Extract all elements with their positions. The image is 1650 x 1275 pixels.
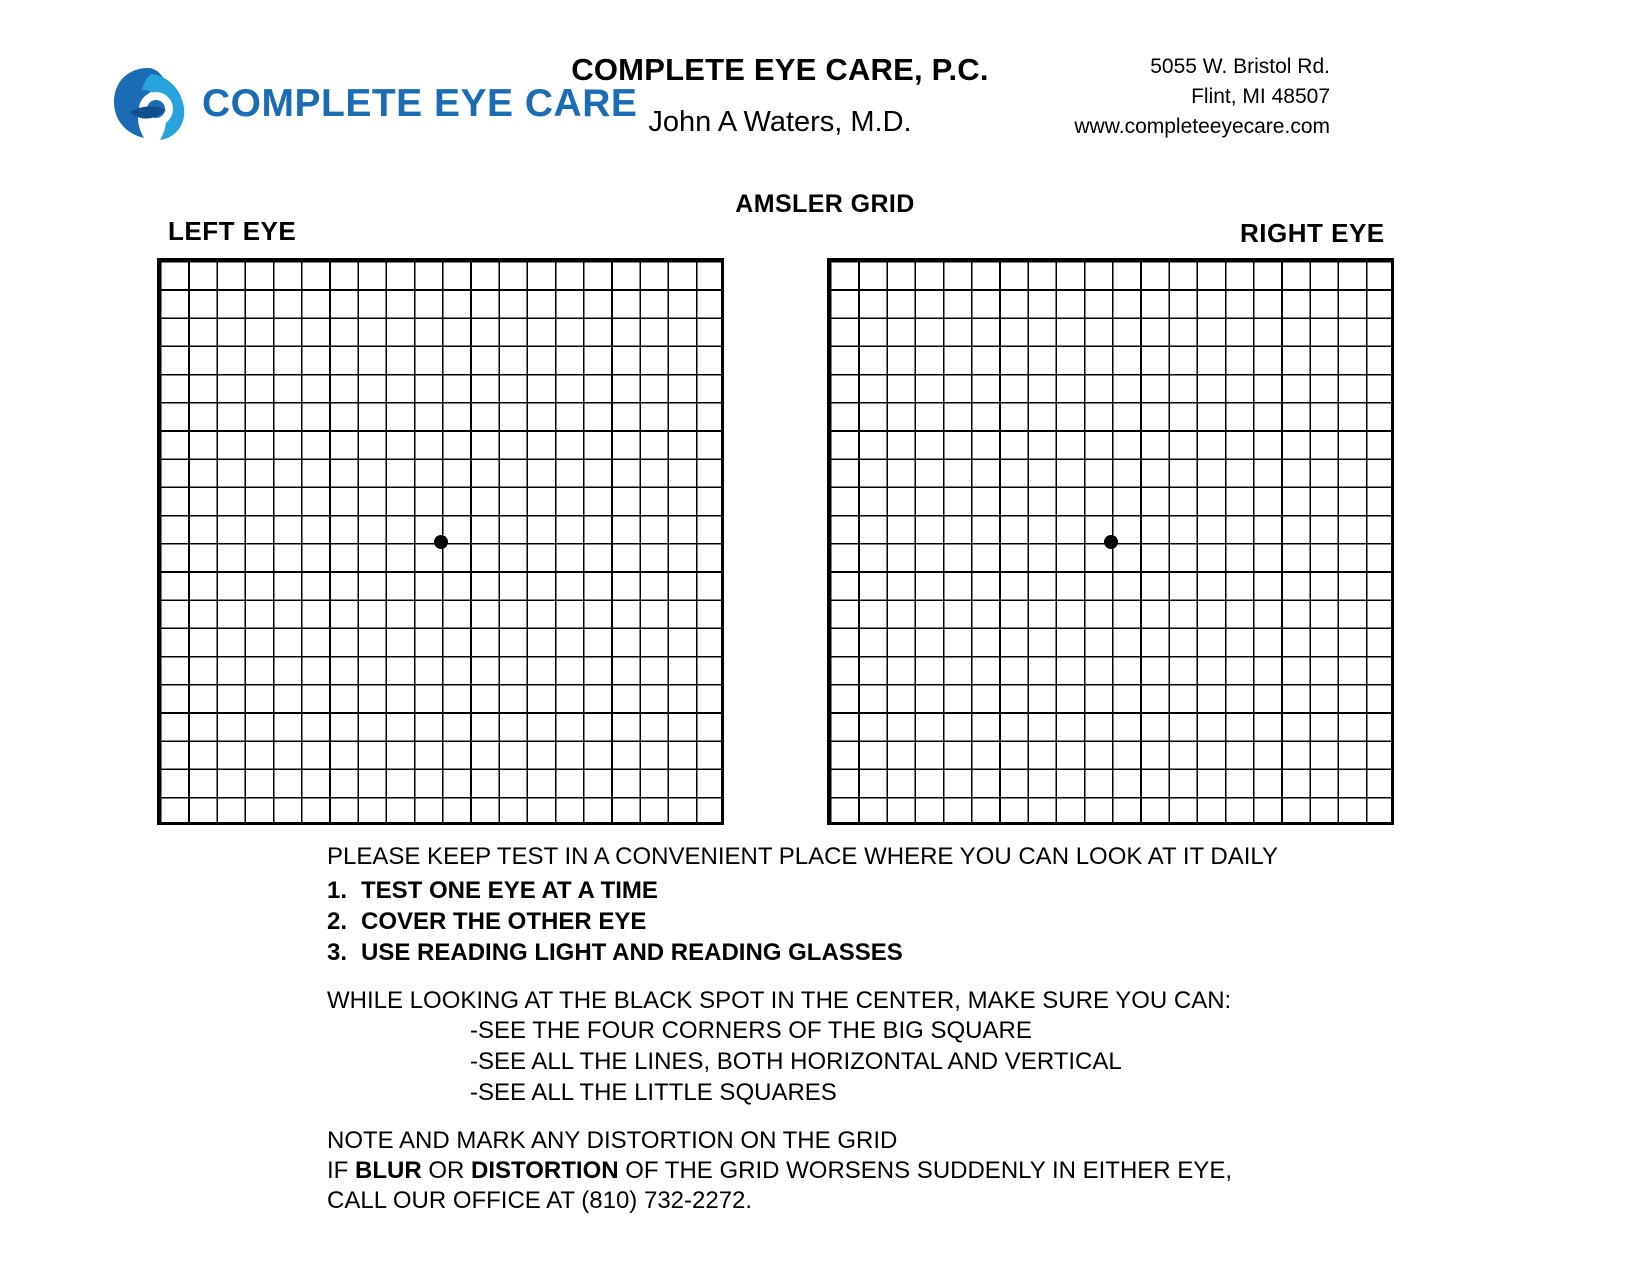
address-street: 5055 W. Bristol Rd.	[1150, 55, 1330, 78]
step-number: 2.	[327, 908, 348, 935]
amsler-grid-left-eye	[157, 258, 724, 825]
amsler-grid-right-eye	[827, 258, 1394, 825]
warning-mid: OR	[421, 1157, 471, 1184]
warning-prefix: IF	[327, 1157, 355, 1184]
instruction-step	[327, 941, 1507, 965]
instruction-step	[327, 879, 1507, 903]
contact-address	[1000, 52, 1330, 141]
page-title: AMSLER GRID	[735, 190, 915, 218]
call-office-line: CALL OUR OFFICE AT (810) 732-2272.	[327, 1187, 753, 1214]
practice-identity	[520, 52, 1040, 139]
center-fixation-dot	[434, 535, 448, 549]
warning-suffix: OF THE GRID WORSENS SUDDENLY IN EITHER EYE,	[618, 1157, 1232, 1184]
website-url: www.completeeyecare.com	[1074, 114, 1330, 138]
step-text: USE READING LIGHT AND READING GLASSES	[361, 939, 903, 966]
instruction-step	[327, 910, 1507, 934]
page-header	[0, 30, 1650, 170]
step-text: TEST ONE EYE AT A TIME	[361, 877, 658, 904]
check-item: -SEE ALL THE LINES, BOTH HORIZONTAL AND VERTICAL	[470, 1048, 1122, 1075]
while-looking-heading: WHILE LOOKING AT THE BLACK SPOT IN THE CENTER, MAKE SURE YOU CAN:	[327, 987, 1232, 1014]
step-number: 3.	[327, 939, 348, 966]
check-item: -SEE THE FOUR CORNERS OF THE BIG SQUARE	[470, 1017, 1032, 1044]
logo-wordmark: COMPLETE EYE CARE	[202, 82, 638, 125]
warning-distortion: DISTORTION	[471, 1157, 619, 1184]
center-fixation-dot	[1104, 535, 1118, 549]
right-eye-label: RIGHT EYE	[1240, 218, 1385, 248]
distortion-note: NOTE AND MARK ANY DISTORTION ON THE GRID	[327, 1127, 898, 1154]
check-item: -SEE ALL THE LITTLE SQUARES	[470, 1079, 837, 1106]
address-city-state: Flint, MI 48507	[1191, 84, 1330, 108]
doctor-name: John A Waters, M.D.	[648, 106, 912, 138]
step-number: 1.	[327, 877, 348, 904]
eye-swirl-logo-icon	[108, 62, 192, 146]
instructions-block	[327, 845, 1507, 1219]
practice-name: COMPLETE EYE CARE, P.C.	[571, 52, 989, 87]
instruction-intro: PLEASE KEEP TEST IN A CONVENIENT PLACE WHERE YOU CAN LOOK AT IT DAILY	[327, 843, 1278, 870]
warning-line	[327, 1159, 1507, 1183]
step-text: COVER THE OTHER EYE	[361, 908, 647, 935]
left-eye-label: LEFT EYE	[168, 216, 297, 246]
warning-blur: BLUR	[355, 1157, 422, 1184]
